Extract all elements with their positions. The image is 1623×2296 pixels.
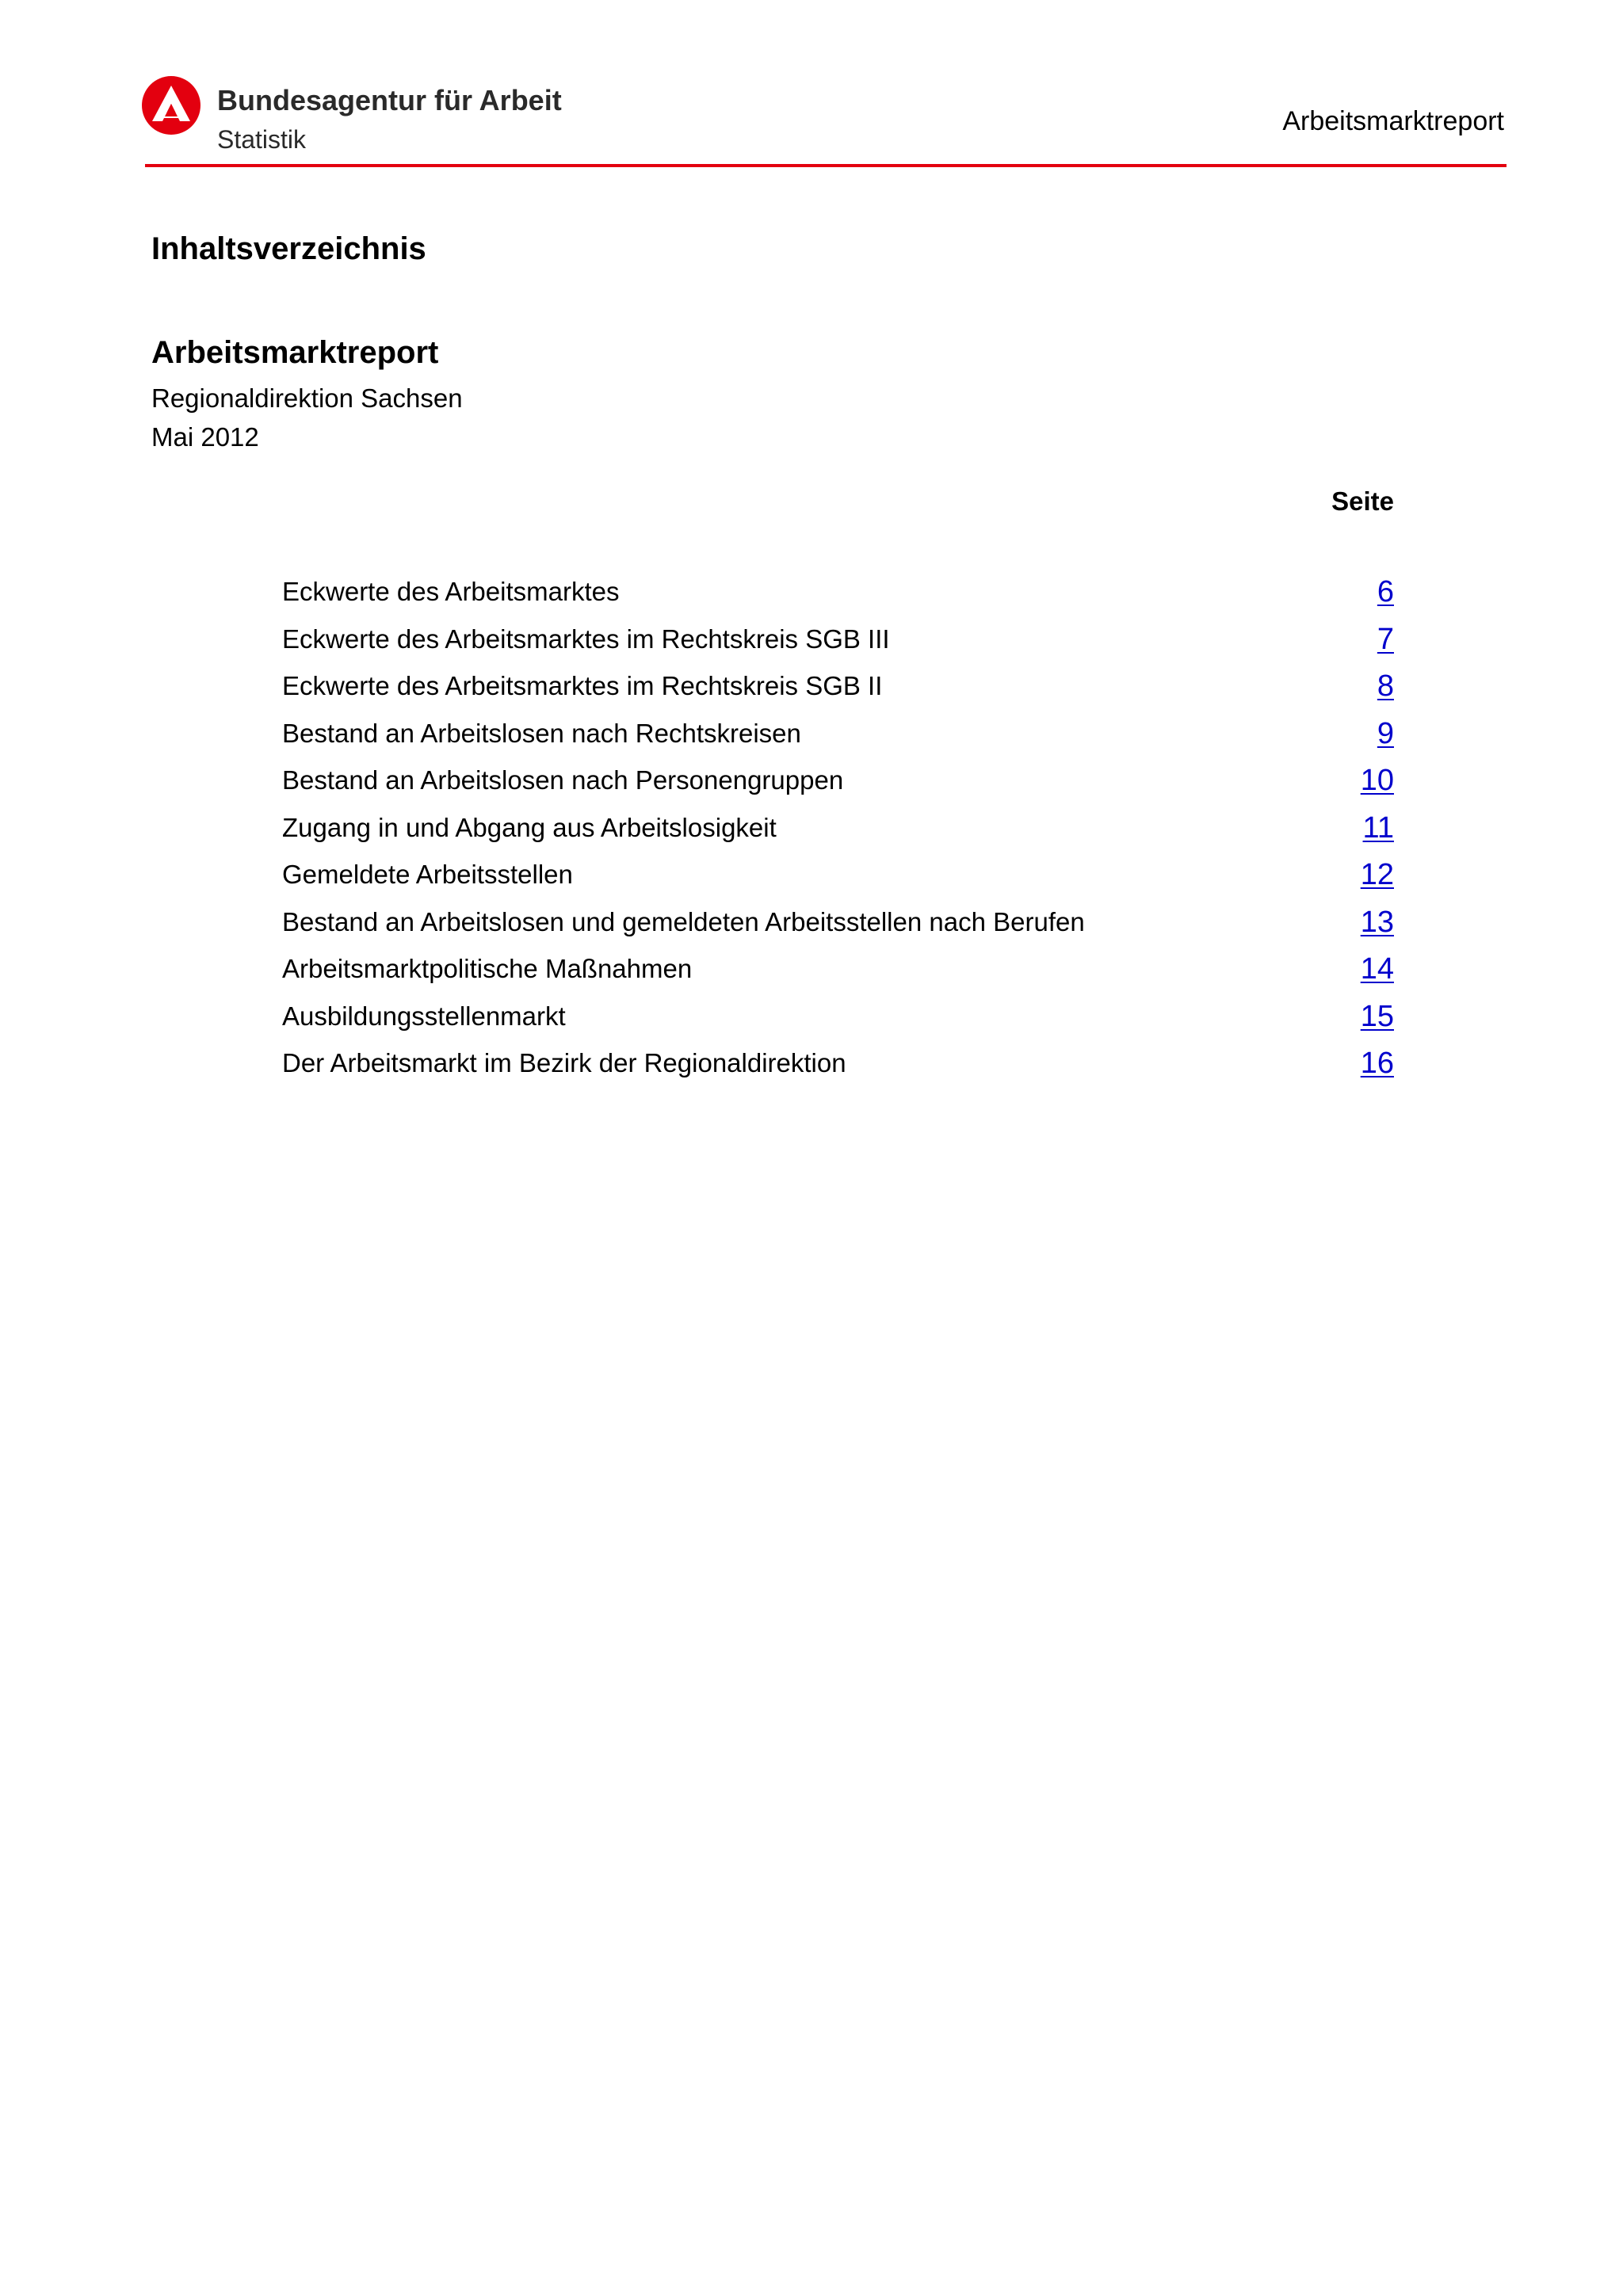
toc-entry [282, 812, 1394, 860]
toc-entry-label: Eckwerte des Arbeitsmarktes [282, 577, 620, 606]
toc-page-link[interactable]: 15 [1360, 999, 1394, 1033]
header-divider [145, 164, 1507, 167]
page-title: Inhaltsverzeichnis [151, 231, 426, 266]
toc-entry [282, 765, 1394, 812]
toc-entry-label: Eckwerte des Arbeitsmarktes im Rechtskreis SGB II [282, 671, 883, 700]
toc-entry-label: Gemeldete Arbeitsstellen [282, 860, 573, 889]
toc-page-link[interactable]: 11 [1362, 810, 1394, 845]
report-date: Mai 2012 [151, 422, 259, 452]
toc-entry [282, 1047, 1394, 1095]
toc-page-link[interactable]: 9 [1377, 716, 1394, 750]
org-name: Bundesagentur für Arbeit [217, 84, 562, 116]
toc-entry [282, 576, 1394, 624]
report-region: Regionaldirektion Sachsen [151, 383, 463, 413]
toc-page-link[interactable]: 8 [1377, 669, 1394, 703]
report-title: Arbeitsmarktreport [151, 335, 439, 370]
toc-entry-label: Bestand an Arbeitslosen und gemeldeten Arbeitsstellen nach Berufen [282, 906, 1085, 936]
toc-entry [282, 670, 1394, 718]
toc-entry-label: Eckwerte des Arbeitsmarktes im Rechtskreis SGB III [282, 624, 890, 654]
toc-page-link[interactable]: 14 [1360, 952, 1394, 986]
toc-page-link[interactable]: 12 [1360, 858, 1394, 891]
page-header [0, 0, 1623, 170]
org-subtitle: Statistik [217, 125, 307, 154]
toc-entry [282, 1001, 1394, 1048]
toc-list [282, 576, 1394, 1095]
ba-logo-icon [141, 75, 201, 135]
toc-entry [282, 859, 1394, 906]
header-doc-type: Arbeitsmarktreport [1282, 106, 1504, 136]
toc-page-link[interactable]: 13 [1360, 905, 1394, 939]
toc-entry-label: Der Arbeitsmarkt im Bezirk der Regionaldirektion [282, 1048, 846, 1077]
page-column-label: Seite [1331, 486, 1394, 516]
toc-entry-label: Arbeitsmarktpolitische Maßnahmen [282, 954, 693, 983]
toc-entry-label: Zugang in und Abgang aus Arbeitslosigkeit [282, 812, 777, 842]
toc-page-link[interactable]: 6 [1377, 575, 1394, 608]
toc-entry-label: Bestand an Arbeitslosen nach Rechtskreisen [282, 718, 801, 748]
toc-entry [282, 624, 1394, 671]
toc-page-link[interactable]: 10 [1360, 764, 1394, 797]
toc-page-link[interactable]: 16 [1360, 1047, 1394, 1080]
toc-entry [282, 906, 1394, 954]
toc-entry [282, 718, 1394, 765]
toc-entry-label: Bestand an Arbeitslosen nach Personengruppen [282, 765, 844, 795]
toc-entry [282, 953, 1394, 1001]
toc-page-link[interactable]: 7 [1377, 622, 1394, 656]
toc-entry-label: Ausbildungsstellenmarkt [282, 1001, 566, 1031]
